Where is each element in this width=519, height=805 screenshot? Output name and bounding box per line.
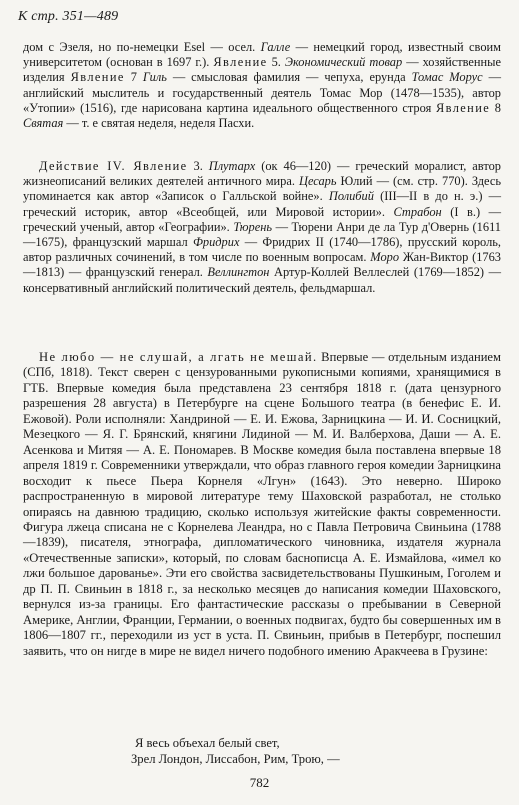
italic-term: Святая (23, 116, 64, 131)
commentary-paragraph (23, 159, 501, 296)
verse-quote (131, 735, 340, 767)
text-run: — т. е святая неделя, неделя Пасхи. (63, 116, 255, 131)
text-run: — немецкий город, известный своим университетом (основан в 1697 г.). (23, 40, 501, 70)
italic-term: Гиль (142, 70, 167, 85)
text-run: — смысловая фамилия — чепуха, ерунда (166, 70, 412, 85)
verse-line: Зрел Лондон, Лиссабон, Рим, Трою, — (131, 752, 340, 766)
text-run: (III—II в до н. э.) — греческий историк, автор «Всеобщей, или Мировой истории». (23, 189, 501, 219)
text-run: — английский мыслитель и государственный деятель Томас Мор (1478—1535), автор «Утопии» (1516), где нарисована картина идеального общественного строя (23, 70, 501, 115)
commentary-block-act-iv (23, 159, 501, 296)
spaced-heading: Явление (213, 55, 268, 70)
text-run: Артур-Коллей Веллеслей (1769—1852) — консервативный английский политический деятель, фельдмаршал. (23, 265, 501, 295)
text-run: (ок 46—120) — греческий моралист, автор жизнеописаний великих деятелей античного мира. (23, 159, 501, 189)
text-run: — Тюрени Анри де ла Тур д'Овернь (1611—1675), французский маршал (23, 219, 501, 250)
text-run: дом с Эзеля, но по-немецки Esel — осел. (23, 40, 261, 54)
italic-term: Тюрень (233, 219, 272, 234)
italic-term: Плутарх (208, 159, 256, 173)
page-number: 782 (249, 775, 270, 790)
text-run: 7 (124, 70, 143, 85)
text-run: — хозяйственные изделия (23, 55, 501, 85)
text-run: 3. (187, 159, 209, 173)
italic-term: Моро (370, 250, 400, 265)
text-run: Жан-Виктор (1763—1813) — французский генерал. (23, 250, 501, 280)
spaced-heading: Явление (435, 100, 491, 115)
italic-term: Страбон (393, 204, 442, 219)
italic-term: Полибий (328, 189, 374, 204)
commentary-paragraph (23, 40, 501, 131)
verse-line: Я весь объехал белый свет, (135, 736, 280, 750)
text-run: 5. (267, 55, 285, 70)
italic-term: Томас Морус (411, 70, 483, 85)
running-head: К стр. 351—489 (18, 9, 119, 24)
italic-term: Цесарь (299, 174, 337, 189)
italic-term: Веллингтон (207, 265, 270, 280)
text-run: — Фридрих II (1740—1786), прусский король, автор различных сочинений, в том числе по военным вопросам. (23, 235, 501, 265)
text-run: Впервые — отдельным изданием (СПб, 1818). Текст сверен с цензурованными рукописными копиями, хранящимися в ГТБ. Впервые комедия была представлена 23 сентября 1818 г. (дата цензурного разрешения 28 августа) в Петербурге на сцене Большого театра (в бенефис Е. И. Ежовой). Роли исполняли: Хандриной — Е. И. Ежова, Зарницкина — И. И. Сосницкий, Мезецкого — Я. Г. Брянский, княгини Лидиной — М. И. Валберхова, Даши — А. Е. Асенкова и Митяя — А. Е. Пономарев. В Москве комедия была поставлена впервые 18 апреля 1819 г. Современники утверждали, что образ главного героя комедии Зарницкина восходит к пьесе Пьера Корнеля «Лгун» (1643). Это неверно. Широко распространенную в мировой литературе тему Шаховской разработал, не столько опираясь на давнюю традицию, сколько используя житейские факты современности. Фигура лжеца списана не с Корнелева Леандра, но с Павла Петровича Свиньина (1788—1839), писателя, этнографа, дипломатического чиновника, издателя журнала «Отечественные записки», который, по словам баснописца А. Е. Измайлова, «имел ко лжи большое дарованье». Эти его свойства засвидетельствованы Пушкиным, Гоголем и др П. П. Свиньин в 1818 г., за несколько месяцев до написания комедии Шаховского, вернулся из-за границы. Его фантастические рассказы о пребывании в Северной Америке, Англии, Франции, Германии, о военных подвигах, будто бы совершенных им в 1806—1807 гг., переходили из уст в уста. П. Свиньин, прибыв в Петербург, поспешил заявить, что он нигде в мире не видел ничего подобного имению Аракчеева в Грузине: (23, 350, 501, 658)
commentary-block-play (23, 350, 501, 659)
italic-term: Фридрих (192, 235, 240, 250)
spaced-heading: Явление (70, 70, 125, 85)
text-run: (I в.) — греческий ученый, автор «Географии». (23, 204, 501, 234)
italic-term: Галле (260, 40, 291, 54)
italic-term: Экономический товар (284, 55, 403, 70)
spaced-heading: Действие IV. Явление (39, 159, 188, 173)
text-run: 8 (490, 100, 501, 115)
commentary-block-act-iii (23, 40, 501, 131)
spaced-heading: Не любо — не слушай, а лгать не мешай. (39, 350, 318, 364)
commentary-paragraph (23, 350, 501, 659)
text-run: Юлий — (см. стр. 770). Здесь упоминается как автор «Записок о Галльской войне». (23, 174, 502, 204)
